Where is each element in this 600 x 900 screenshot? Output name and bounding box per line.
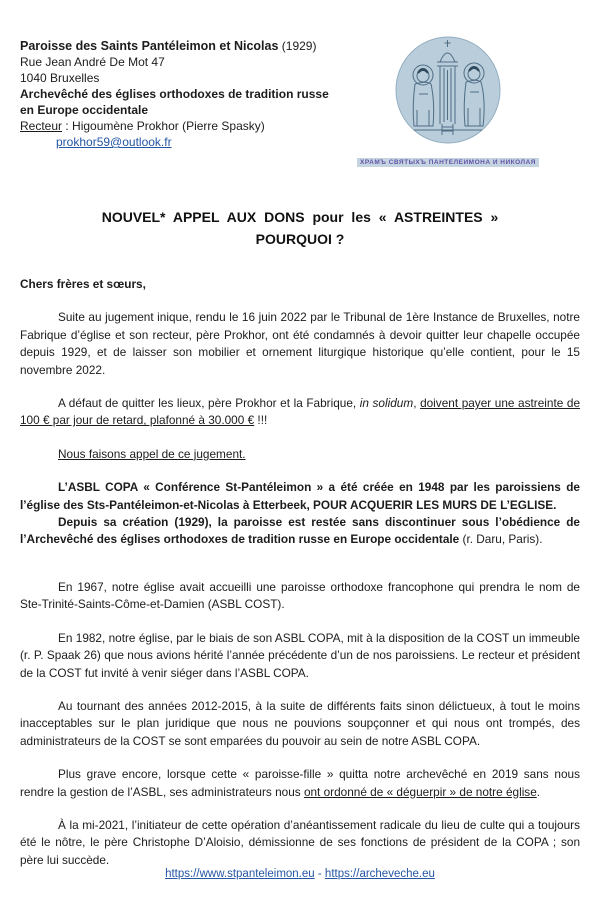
parish-founding-year: (1929): [278, 39, 317, 53]
footer-link-stpanteleimon[interactable]: https://www.stpanteleimon.eu: [165, 868, 315, 880]
paragraph: Suite au jugement inique, rendu le 16 juin 2022 par le Tribunal de 1ère Instance de Bruxelles, notre Fabrique d’église et son recteur, père Prokhor, ont été condamnés à devoir quitter leur chapelle occupée depuis 1929, et de laisser son mobilier et ornement liturgique historique qu’elle contient, pour le 15 novembre 2022.: [20, 310, 580, 377]
footer-link-archeveche[interactable]: https://archeveche.eu: [324, 868, 435, 880]
address-line-2: 1040 Bruxelles: [20, 71, 100, 85]
paragraph: L’ASBL COPA « Conférence St-Pantéleimon » a été créée en 1948 par les paroissiens de l’église des Sts-Pantéleimon-et-Nicolas à Etterbeek, POUR ACQUERIR LES MURS DE L’EGLISE.: [20, 480, 580, 512]
parish-name-line: [20, 38, 360, 54]
parish-seal-block: [350, 36, 546, 169]
salutation: Chers frères et sœurs,: [20, 277, 146, 291]
rector-name: : Higoumène Prokhor (Pierre Spasky): [62, 119, 265, 133]
paragraphs-container: [20, 309, 580, 869]
archdiocese-line-2: en Europe occidentale: [20, 103, 149, 117]
paragraph: Nous faisons appel de ce jugement.: [58, 446, 246, 461]
letterhead: [20, 38, 360, 150]
paragraph: En 1982, notre église, par le biais de son ASBL COPA, mit à la disposition de la COST un immeuble (r. P. Spaak 26) que nous avions hérité l’année précédente d’un de nos paroissiens. Le recteur et président de la COST fut invité à venir siéger dans l’ASBL COPA.: [20, 630, 580, 680]
rector-email-line: [20, 134, 360, 150]
letter-title-line1: NOUVEL* APPEL AUX DONS pour les « ASTREINTES »: [101, 209, 499, 225]
rector-label: Recteur: [20, 119, 63, 133]
rector-email-link[interactable]: prokhor59@outlook.fr: [56, 135, 172, 149]
letter-body: [20, 276, 580, 869]
parish-logo-icon: [388, 36, 508, 146]
paragraph: Au tournant des années 2012-2015, à la suite de différents faits sinon délictueux, à tout le moins inacceptables sur le plan juridique que nous ne pouvions soupçonner et qui nous ont trompés, des administrateurs de la COST se sont emparées du pouvoir au sein de notre ASBL COPA.: [20, 698, 580, 748]
letter-title: [0, 206, 600, 250]
parish-name: Paroisse des Saints Pantéleimon et Nicolas: [20, 39, 279, 53]
paragraph: À la mi-2021, l’initiateur de cette opération d’anéantissement radicale du lieu de culte qui a toujours été le nôtre, le père Christophe D’Aloisio, démissionne de ses fonctions de président de la COPA ; son père lui succède.: [20, 817, 580, 867]
letter-title-line2: POURQUOI ?: [255, 231, 345, 247]
archdiocese-line-1: Archevêché des églises orthodoxes de tradition russe: [20, 87, 329, 101]
paragraph: Depuis sa création (1929), la paroisse est restée sans discontinuer sous l’obédience de l’Archevêché des églises orthodoxes de tradition russe en Europe occidentale (r. Daru, Paris).: [20, 515, 580, 547]
parish-seal-caption: ХРАМЪ СВЯТЫХЪ ПАНТЕЛЕИМОНА И НИКОЛАЯ: [357, 158, 539, 167]
paragraph: En 1967, notre église avait accueilli une paroisse orthodoxe francophone qui prendra le nom de Ste-Trinité-Saints-Côme-et-Damien (ASBL COST).: [20, 579, 580, 612]
footer: [0, 868, 600, 880]
paragraph: A défaut de quitter les lieux, père Prokhor et la Fabrique, in solidum, doivent payer une astreinte de 100 € par jour de retard, plafonné à 30.000 € !!!: [20, 396, 581, 428]
rector-line: [20, 118, 360, 134]
paragraph: Plus grave encore, lorsque cette « paroisse-fille » quitta notre archevêché en 2019 sans nous rendre la gestion de l’ASBL, ses administrateurs nous ont ordonné de « déguerpir » de notre église.: [20, 767, 580, 799]
footer-separator: -: [314, 868, 325, 880]
address-line-1: Rue Jean André De Mot 47: [20, 55, 165, 69]
